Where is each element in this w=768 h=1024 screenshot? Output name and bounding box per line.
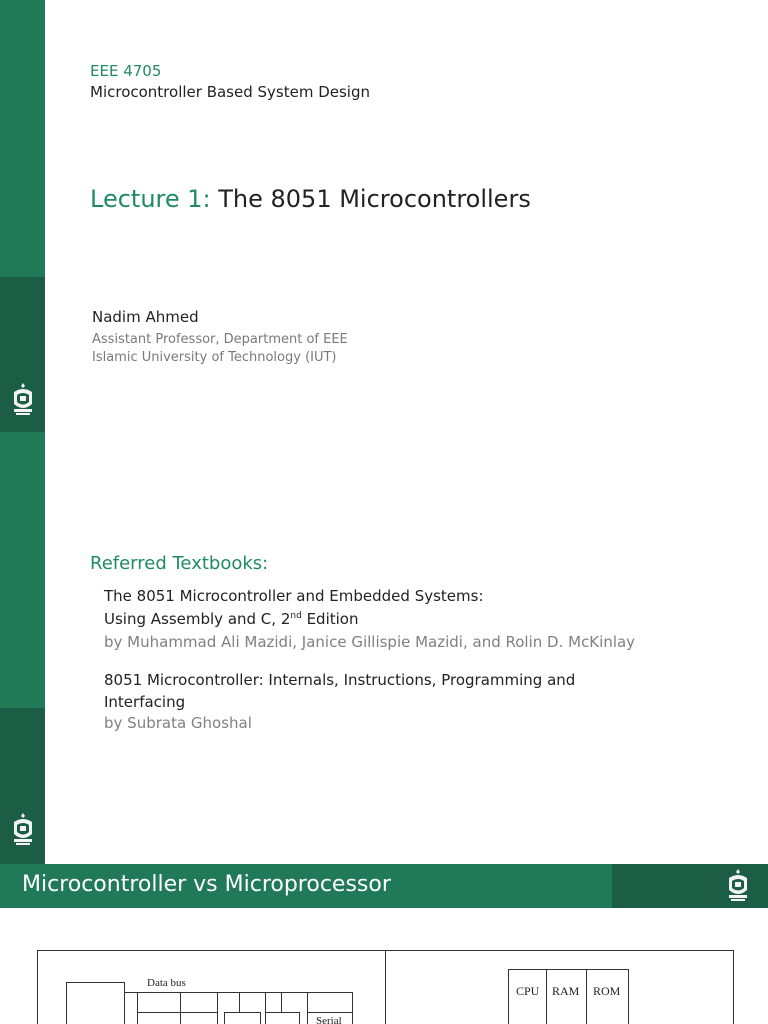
mcu-cell-rom: ROM bbox=[593, 984, 621, 998]
data-bus-label: Data bus bbox=[147, 977, 186, 989]
cpu-block bbox=[67, 983, 125, 1024]
sidebar-band bbox=[0, 0, 45, 277]
comparison-diagram bbox=[0, 908, 768, 1024]
course-name: Microcontroller Based System Design bbox=[90, 83, 371, 101]
university-crest-icon bbox=[0, 808, 45, 852]
periph-block bbox=[225, 1013, 261, 1024]
periph-block bbox=[181, 1013, 218, 1024]
book2-title-line1: 8051 Microcontroller: Internals, Instructions, Programming and bbox=[104, 671, 576, 689]
book1-edition-text: Edition bbox=[301, 610, 359, 628]
course-code: EEE 4705 bbox=[90, 62, 162, 80]
university-crest-icon bbox=[0, 378, 45, 422]
lecture-title bbox=[90, 185, 531, 213]
lecture-topic: The 8051 Microcontrollers bbox=[210, 185, 531, 213]
author-institution: Islamic University of Technology (IUT) bbox=[92, 350, 337, 365]
book1-title-line2 bbox=[104, 608, 358, 630]
mcu-cell-cpu: CPU bbox=[516, 984, 540, 998]
book1-title-line1: The 8051 Microcontroller and Embedded Systems: bbox=[104, 587, 484, 605]
book2-authors: by Subrata Ghoshal bbox=[104, 714, 252, 732]
book1-edition-sup: nd bbox=[290, 611, 302, 621]
author-name: Nadim Ahmed bbox=[92, 308, 199, 326]
periph-block bbox=[138, 1013, 181, 1024]
book1-title-text: Using Assembly and C, 2 bbox=[104, 610, 291, 628]
diagram-figure bbox=[0, 908, 768, 1024]
author-affiliation: Assistant Professor, Department of EEE bbox=[92, 332, 348, 347]
book2-title-line2: Interfacing bbox=[104, 693, 186, 711]
sidebar-band bbox=[0, 432, 45, 708]
periph-block bbox=[266, 1013, 300, 1024]
lecture-number: Lecture 1: bbox=[90, 185, 211, 213]
textbooks-heading: Referred Textbooks: bbox=[90, 553, 269, 574]
slide2-title: Microcontroller vs Microprocessor bbox=[22, 872, 391, 897]
university-crest-icon bbox=[715, 864, 760, 908]
book1-authors: by Muhammad Ali Mazidi, Janice Gillispie Mazidi, and Rolin D. McKinlay bbox=[104, 633, 636, 651]
mcu-cell-ram: RAM bbox=[552, 984, 580, 998]
serial-label: Serial bbox=[316, 1015, 342, 1024]
